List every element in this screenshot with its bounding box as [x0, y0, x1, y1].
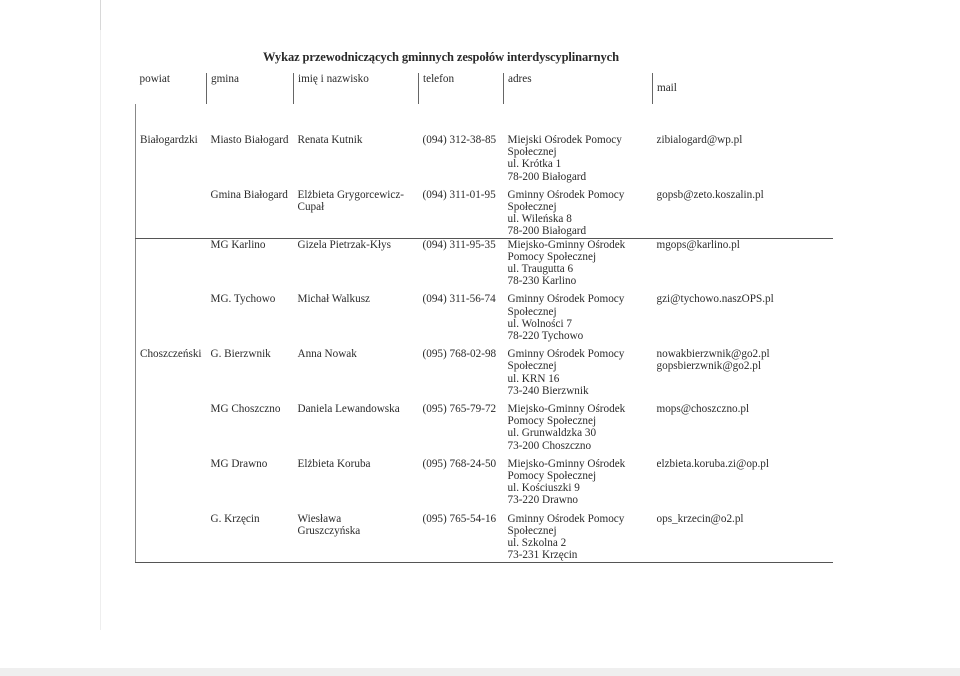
cell-address-line: ul. KRN 16: [507, 372, 560, 385]
cell-powiat: [136, 403, 207, 458]
cell-address-line: Społecznej: [507, 524, 557, 537]
cell-gmina: MG Karlino: [210, 238, 266, 251]
cell-address-line: Społecznej: [507, 360, 557, 373]
cell-address: [504, 513, 653, 562]
cell-address-line: Pomocy Społecznej: [507, 470, 597, 483]
cell-name: [294, 513, 419, 562]
cell-address-line: Społecznej: [507, 305, 557, 318]
cell-address-line: ul. Szkolna 2: [507, 537, 567, 550]
cell-name-line: Elżbieta Grygorcewicz-: [297, 188, 405, 201]
cell-address-line: 78-230 Karlino: [507, 275, 577, 288]
cell-address-line: ul. Traugutta 6: [507, 263, 574, 276]
column-header-phone: telefon: [419, 73, 504, 104]
cell-address-line: ul. Krótka 1: [507, 158, 562, 171]
cell-address-line: Miejski Ośrodek Pomocy: [507, 134, 622, 146]
column-header-name: imię i nazwisko: [294, 73, 419, 104]
cell-powiat: [136, 458, 207, 513]
cell-mail-line: gopsb@zeto.koszalin.pl: [656, 188, 764, 201]
cell-name-line: Daniela Lewandowska: [297, 403, 400, 416]
cell-address-line: Miejsko-Gminny Ośrodek: [507, 457, 626, 470]
column-header-powiat: powiat: [136, 73, 207, 104]
cell-name: [294, 189, 419, 238]
cell-mail-line: ops_krzecin@o2.pl: [656, 512, 744, 525]
cell-name: [294, 403, 419, 458]
cell-mail-line: mgops@karlino.pl: [656, 238, 740, 251]
cell-gmina: Miasto Białogard: [210, 134, 289, 146]
cell-mail: [653, 189, 833, 238]
cell-name-line: Cupał: [297, 201, 325, 214]
cell-address-line: ul. Grunwaldzka 30: [507, 427, 597, 440]
cell-address-line: Pomocy Społecznej: [507, 250, 597, 263]
cell-address: [504, 238, 653, 293]
scan-edge-bottom: [0, 668, 960, 676]
cell-mail: [653, 403, 833, 458]
cell-address: [504, 189, 653, 238]
table-row: [136, 238, 833, 293]
cell-name-line: Anna Nowak: [297, 348, 357, 361]
cell-address-line: 73-240 Bierzwnik: [507, 384, 589, 397]
cell-name: [294, 238, 419, 293]
header-spacer-row: [136, 104, 833, 134]
page-title: Wykaz przewodniczących gminnych zespołów interdyscyplinarnych: [263, 50, 619, 64]
table-row: [136, 189, 833, 238]
cell-name: [294, 458, 419, 513]
cell-address-line: Gminny Ośrodek Pomocy: [507, 293, 625, 306]
cell-phone: (095) 765-79-72: [422, 403, 497, 416]
cell-address-line: Gminny Ośrodek Pomocy: [507, 348, 625, 361]
cell-mail-line: nowakbierzwnik@go2.pl: [656, 348, 770, 361]
cell-address-line: 73-220 Drawno: [507, 494, 579, 507]
cell-mail-line: gzi@tychowo.naszOPS.pl: [656, 293, 774, 306]
cell-address-line: Miejsko-Gminny Ośrodek: [507, 403, 626, 416]
cell-phone: (094) 311-56-74: [422, 293, 496, 306]
cell-powiat: [136, 238, 207, 293]
cell-gmina: G. Krzęcin: [207, 513, 294, 562]
cell-name-line: Elżbieta Koruba: [297, 457, 371, 470]
cell-address-line: ul. Wolności 7: [507, 317, 572, 330]
cell-address-line: 78-200 Białogard: [507, 170, 587, 183]
table-row: [136, 513, 833, 562]
chairpersons-table: [135, 73, 833, 563]
cell-gmina: G. Bierzwnik: [210, 348, 271, 361]
cell-name-line: Michał Walkusz: [297, 293, 371, 306]
cell-gmina: MG. Tychowo: [210, 293, 276, 306]
column-header-mail: mail: [657, 82, 677, 94]
cell-address-line: 78-200 Białogard: [507, 225, 587, 238]
cell-address-line: Społecznej: [507, 201, 557, 214]
column-header-address: adres: [504, 73, 653, 104]
cell-powiat: [136, 293, 207, 348]
table-row: [136, 458, 833, 513]
cell-phone: (095) 765-54-16: [419, 513, 504, 562]
column-header-gmina: gmina: [207, 73, 294, 104]
cell-address-line: ul. Wileńska 8: [507, 213, 572, 226]
cell-address: [504, 134, 653, 189]
cell-phone: (094) 312-38-85: [422, 134, 497, 146]
cell-phone: (095) 768-02-98: [422, 348, 497, 361]
cell-phone: (094) 311-95-35: [422, 238, 496, 251]
cell-name: [294, 348, 419, 403]
cell-address: [504, 348, 653, 403]
cell-name-line: Wiesława: [297, 512, 342, 525]
cell-address-line: Gminny Ośrodek Pomocy: [507, 188, 625, 201]
cell-mail: [653, 134, 833, 189]
cell-mail: [653, 513, 833, 562]
cell-name-line: Renata Kutnik: [297, 134, 363, 146]
scan-edge-top: [100, 0, 101, 30]
cell-mail-line: gopsbierzwnik@go2.pl: [656, 360, 761, 373]
cell-address-line: Miejsko-Gminny Ośrodek: [507, 238, 626, 251]
header-row: [136, 73, 833, 104]
table-row: [136, 134, 833, 189]
cell-mail: [653, 458, 833, 513]
cell-address-line: Gminny Ośrodek Pomocy: [507, 512, 625, 525]
cell-name: [294, 134, 419, 189]
table-row: [136, 403, 833, 458]
cell-phone: (094) 311-01-95: [419, 189, 504, 238]
cell-address: [504, 458, 653, 513]
cell-mail-line: zibialogard@wp.pl: [656, 134, 743, 146]
cell-name-line: Gruszczyńska: [297, 524, 361, 537]
cell-powiat: [136, 189, 207, 238]
cell-name: [294, 293, 419, 348]
cell-powiat: Białogardzki: [136, 134, 207, 189]
cell-address-line: Społecznej: [507, 146, 557, 159]
cell-powiat: Choszczeński: [136, 348, 207, 403]
cell-gmina: Gmina Białogard: [207, 189, 294, 238]
cell-address-line: 73-200 Choszczno: [507, 439, 592, 452]
cell-name-line: Gizela Pietrzak-Kłys: [297, 238, 392, 251]
cell-address: [504, 403, 653, 458]
cell-address-line: ul. Kościuszki 9: [507, 482, 580, 495]
cell-mail: [653, 238, 833, 293]
table-row: [136, 348, 833, 403]
cell-mail-line: mops@choszczno.pl: [656, 403, 750, 416]
cell-address-line: 73-231 Krzęcin: [507, 549, 578, 562]
cell-address: [504, 293, 653, 348]
cell-mail-line: elzbieta.koruba.zi@op.pl: [656, 457, 770, 470]
cell-powiat: [136, 513, 207, 562]
cell-mail: [653, 348, 833, 403]
cell-address-line: Pomocy Społecznej: [507, 415, 597, 428]
scan-edge-left: [100, 30, 101, 630]
cell-gmina: MG Drawno: [210, 457, 268, 470]
cell-address-line: 78-220 Tychowo: [507, 330, 584, 343]
cell-mail: [653, 293, 833, 348]
table-row: [136, 293, 833, 348]
cell-gmina: MG Choszczno: [210, 403, 281, 416]
cell-phone: (095) 768-24-50: [422, 457, 497, 470]
